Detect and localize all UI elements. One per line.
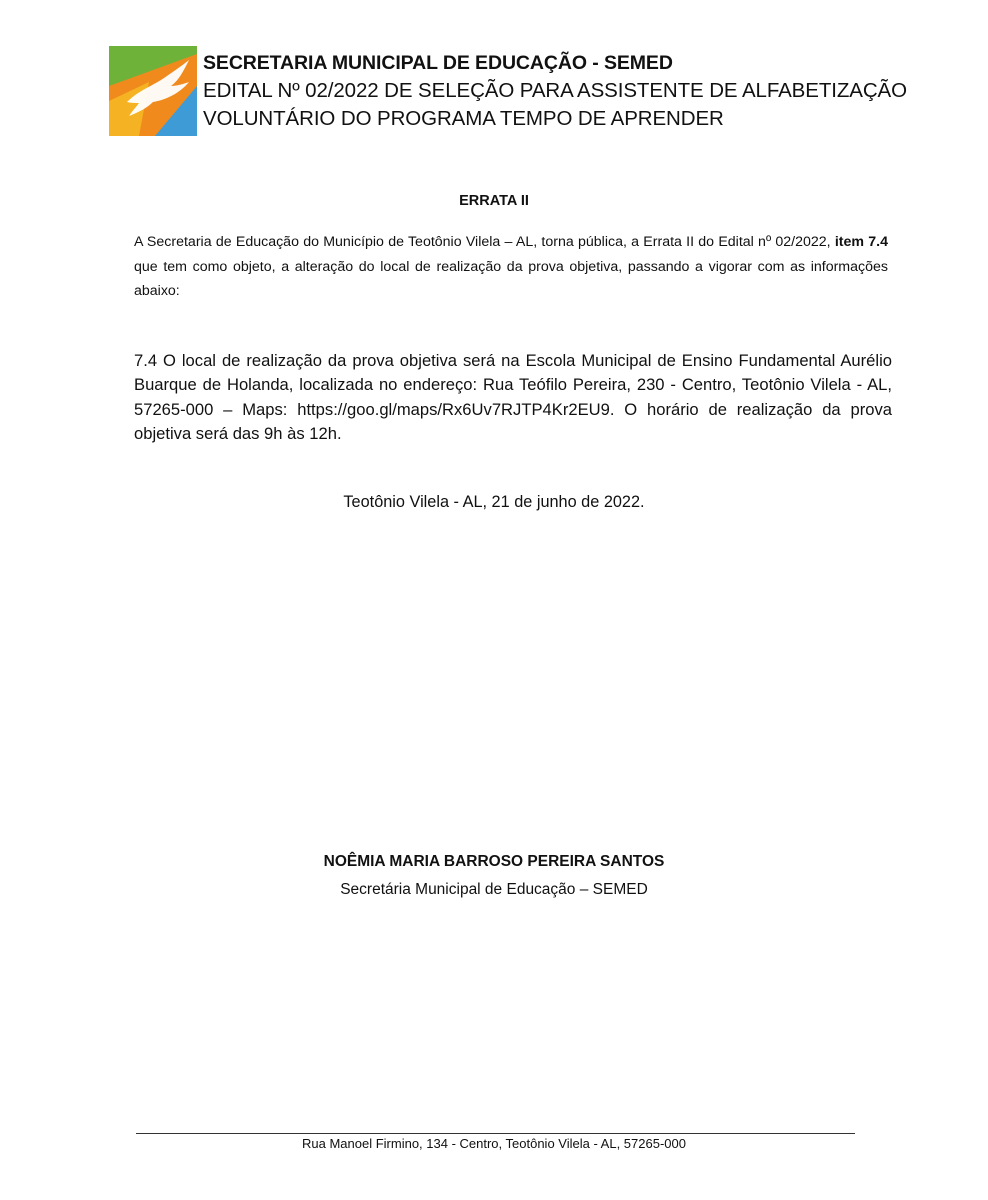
header-program: VOLUNTÁRIO DO PROGRAMA TEMPO DE APRENDER	[203, 107, 724, 130]
footer-address: Rua Manoel Firmino, 134 - Centro, Teotônio Vilela - AL, 57265-000	[302, 1136, 686, 1151]
intro-text-1: A Secretaria de Educação do Município de Teotônio Vilela – AL, torna pública, a Errata II do Edital nº 02/2022,	[134, 234, 835, 250]
header-institution: SECRETARIA MUNICIPAL DE EDUCAÇÃO - SEMED	[203, 52, 673, 74]
document-header	[109, 46, 907, 138]
intro-paragraph	[134, 230, 888, 304]
signatory-name: NOÊMIA MARIA BARROSO PEREIRA SANTOS	[323, 853, 665, 870]
item-7-4-paragraph: 7.4 O local de realização da prova objetiva será na Escola Municipal de Ensino Fundamental Aurélio Buarque de Holanda, localizada no endereço: Rua Teófilo Pereira, 230 - Centro, Teotônio Vilela - AL, 57265-000 – Maps: https://goo.gl/maps/Rx6Uv7RJTP4Kr2EU9. O horário de realização da prova objetiva será das 9h às 12h.	[134, 351, 892, 444]
header-text-block	[203, 49, 907, 133]
header-edital: EDITAL Nº 02/2022 DE SELEÇÃO PARA ASSISTENTE DE ALFABETIZAÇÃO	[203, 79, 907, 102]
footer-divider	[136, 1133, 855, 1134]
intro-bold-item: item 7.4	[834, 234, 888, 250]
document-title: ERRATA II	[459, 193, 529, 209]
place-date: Teotônio Vilela - AL, 21 de junho de 2022.	[343, 493, 645, 511]
intro-text-2: que tem como objeto, a alteração do local de realização da prova objetiva, passando a vigorar com as informações abaixo:	[134, 258, 888, 299]
signatory-role: Secretária Municipal de Educação – SEMED	[340, 881, 648, 898]
semed-logo-icon	[109, 46, 197, 136]
